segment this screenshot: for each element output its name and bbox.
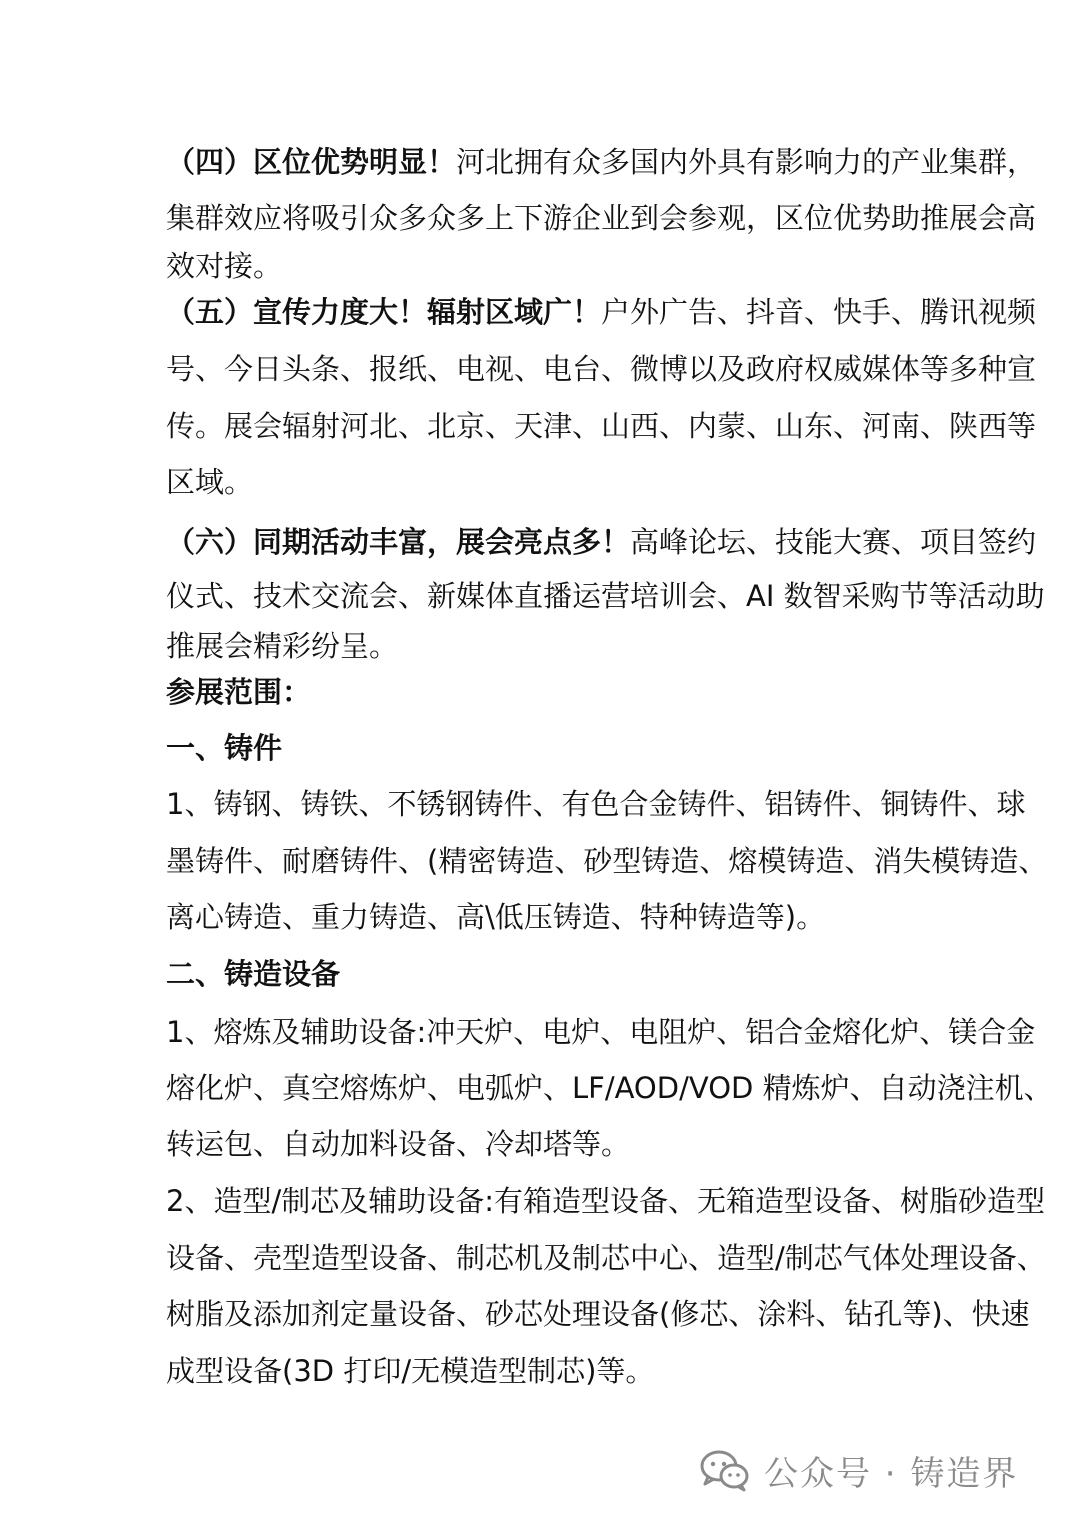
paragraph-6-title: （六）同期活动丰富，展会亮点多！: [166, 525, 631, 559]
paragraph-5-line-3: 传。展会辐射河北、北京、天津、山西、内蒙、山东、河南、陕西等: [166, 409, 1037, 443]
paragraph-5-line-4: 区域。: [166, 465, 254, 499]
paragraph-4-line-1: [166, 142, 1037, 182]
section-1-item-1-line-1: 1、铸钢、铸铁、不锈钢铸件、有色合金铸件、铝铸件、铜铸件、球: [166, 787, 1026, 821]
scope-heading: 参展范围：: [166, 675, 312, 709]
paragraph-4-line-2: 集群效应将吸引众多众多上下游企业到会参观，区位优势助推展会高: [166, 201, 1037, 235]
section-2-item-2-line-3: 树脂及添加剂定量设备、砂芯处理设备(修芯、涂料、钻孔等)、快速: [166, 1297, 1030, 1331]
section-1-heading: 一、铸件: [166, 731, 283, 765]
paragraph-5-title: （五）宣传力度大！辐射区域广！: [166, 295, 602, 329]
paragraph-5-line-1: [166, 292, 1037, 332]
section-1-item-1-line-2: 墨铸件、耐磨铸件、(精密铸造、砂型铸造、熔模铸造、消失模铸造、: [166, 844, 1048, 878]
section-2-item-1-line-3: 转运包、自动加料设备、冷却塔等。: [166, 1127, 631, 1161]
section-2-item-2-line-2: 设备、壳型造型设备、制芯机及制芯中心、造型/制芯气体处理设备、: [166, 1241, 1046, 1275]
paragraph-4-text: 河北拥有众多国内外具有影响力的产业集群，: [456, 145, 1037, 179]
paragraph-6-line-1: [166, 522, 1037, 562]
section-2-item-2-line-4: 成型设备(3D 打印/无模造型制芯)等。: [166, 1354, 655, 1388]
wechat-icon: [700, 1449, 750, 1491]
paragraph-4-line-3: 效对接。: [166, 249, 283, 283]
paragraph-6-line-2: 仪式、技术交流会、新媒体直播运营培训会、AI 数智采购节等活动助: [166, 579, 1045, 613]
section-2-item-1-line-1: 1、熔炼及辅助设备:冲天炉、电炉、电阻炉、铝合金熔化炉、镁合金: [166, 1015, 1036, 1049]
paragraph-5-line-2: 号、今日头条、报纸、电视、电台、微博以及政府权威媒体等多种宣: [166, 352, 1037, 386]
paragraph-5-text: 户外广告、抖音、快手、腾讯视频: [601, 295, 1037, 329]
paragraph-6-text: 高峰论坛、技能大赛、项目签约: [630, 525, 1037, 559]
paragraph-4-title: （四）区位优势明显！: [166, 145, 457, 179]
watermark-text: 公众号 · 铸造界: [764, 1453, 1019, 1494]
section-2-item-2-line-1: 2、造型/制芯及辅助设备:有箱造型设备、无箱造型设备、树脂砂造型: [166, 1184, 1045, 1218]
section-1-item-1-line-3: 离心铸造、重力铸造、高\低压铸造、特种铸造等)。: [166, 900, 826, 934]
watermark: [700, 1445, 1018, 1495]
section-2-heading: 二、铸造设备: [166, 957, 341, 991]
section-2-item-1-line-2: 熔化炉、真空熔炼炉、电弧炉、LF/AOD/VOD 精炼炉、自动浇注机、: [166, 1071, 1053, 1105]
paragraph-6-line-3: 推展会精彩纷呈。: [166, 629, 399, 663]
